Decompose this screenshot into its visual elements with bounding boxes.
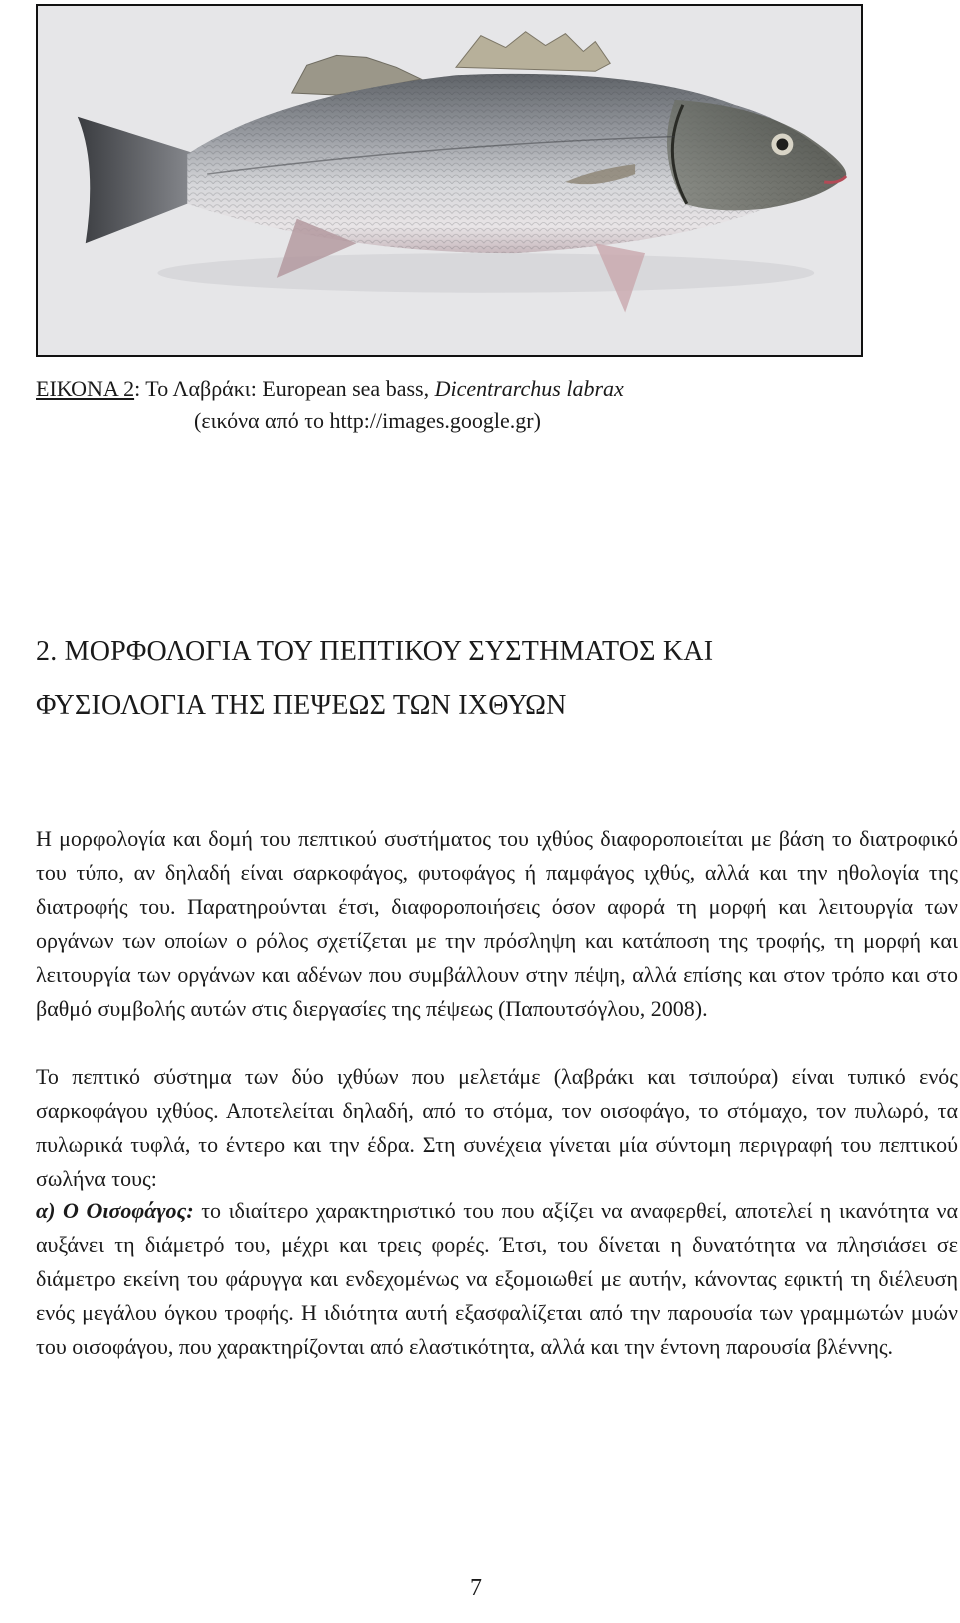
caption-text: : Το Λαβράκι: European sea bass, [134, 376, 435, 401]
paragraph-digestive-system [36, 1060, 958, 1196]
caption-scientific-name: Dicentrarchus labrax [434, 376, 624, 401]
esophagus-term: α) Ο Οισοφάγος: [36, 1198, 194, 1223]
caption-source: (εικόνα από το http://images.google.gr) [194, 408, 541, 433]
fish-photo [36, 4, 863, 357]
section-heading-line2: ΦΥΣΙΟΛΟΓΙΑ ΤΗΣ ΠΕΨΕΩΣ ΤΩΝ ΙΧΘΥΩΝ [36, 690, 567, 721]
paragraph-text: το ιδιαίτερο χαρακτηριστικό του που αξίζει να αναφερθεί, αποτελεί η ικανότητα να αυξάνει τη διάμετρό του, μέχρι και τρεις φορές. Έτσι, του δίνεται η δυνατότητα να πλησιάσει σε διάμετρο εκείνη του φάρυγγα και ενδεχομένως να εξομοιωθεί με αυτήν, κάνοντας εφικτή τη διέλευση ενός μεγάλου όγκου τροφής. Η ιδιότητα αυτή εξασφαλίζεται από την παρουσία των γραμμωτών μυών του οισοφάγου, που χαρακτηρίζονται από ελαστικότητα, αλλά και την έντονη παρουσία βλέννης. [36, 1198, 958, 1359]
paragraph-esophagus [36, 1194, 958, 1364]
section-heading-line1: 2. ΜΟΡΦΟΛΟΓΙΑ ΤΟΥ ΠΕΠΤΙΚΟΥ ΣΥΣΤΗΜΑΤΟΣ ΚΑΙ [36, 636, 714, 667]
figure-caption [36, 375, 624, 433]
paragraph-morphology [36, 822, 958, 1026]
paragraph-text: Το πεπτικό σύστημα των δύο ιχθύων που μελετάμε (λαβράκι και τσιπούρα) είναι τυπικό ενός σαρκοφάγου ιχθύος. Αποτελείται δηλαδή, από το στόμα, τον οισοφάγο, το στόμαχο, τον πυλωρό, τα πυλωρικά τυφλά, το έντερο και την έδρα. Στη συνέχεια γίνεται μία σύντομη περιγραφή του πεπτικού σωλήνα τους: [36, 1064, 958, 1191]
sea-bass-image [38, 6, 861, 355]
paragraph-body [36, 1194, 958, 1364]
page-number: 7 [470, 1575, 482, 1601]
paragraph-text: Η μορφολογία και δομή του πεπτικού συστήματος του ιχθύος διαφοροποιείται με βάση το διατροφικό του τύπο, αν δηλαδή είναι σαρκοφάγος, φυτοφάγος ή παμφάγος ιχθύς, αλλά και την ηθολογία της διατροφής του. Παρατηρούνται έτσι, διαφοροποιήσεις όσον αφορά τη μορφή και λειτουργία των οργάνων των οποίων ο ρόλος σχετίζεται με την πρόσληψη και κατάποση της τροφής, τη μορφή και λειτουργία των οργάνων και αδένων που συμβάλλουν στην πέψη, αλλά επίσης και στον τρόπο και στο βαθμό συμβολής αυτών στις διεργασίες της πέψεως (Παπουτσόγλου, 2008). [36, 826, 958, 1021]
caption-label: ΕΙΚΟΝΑ 2 [36, 376, 135, 401]
